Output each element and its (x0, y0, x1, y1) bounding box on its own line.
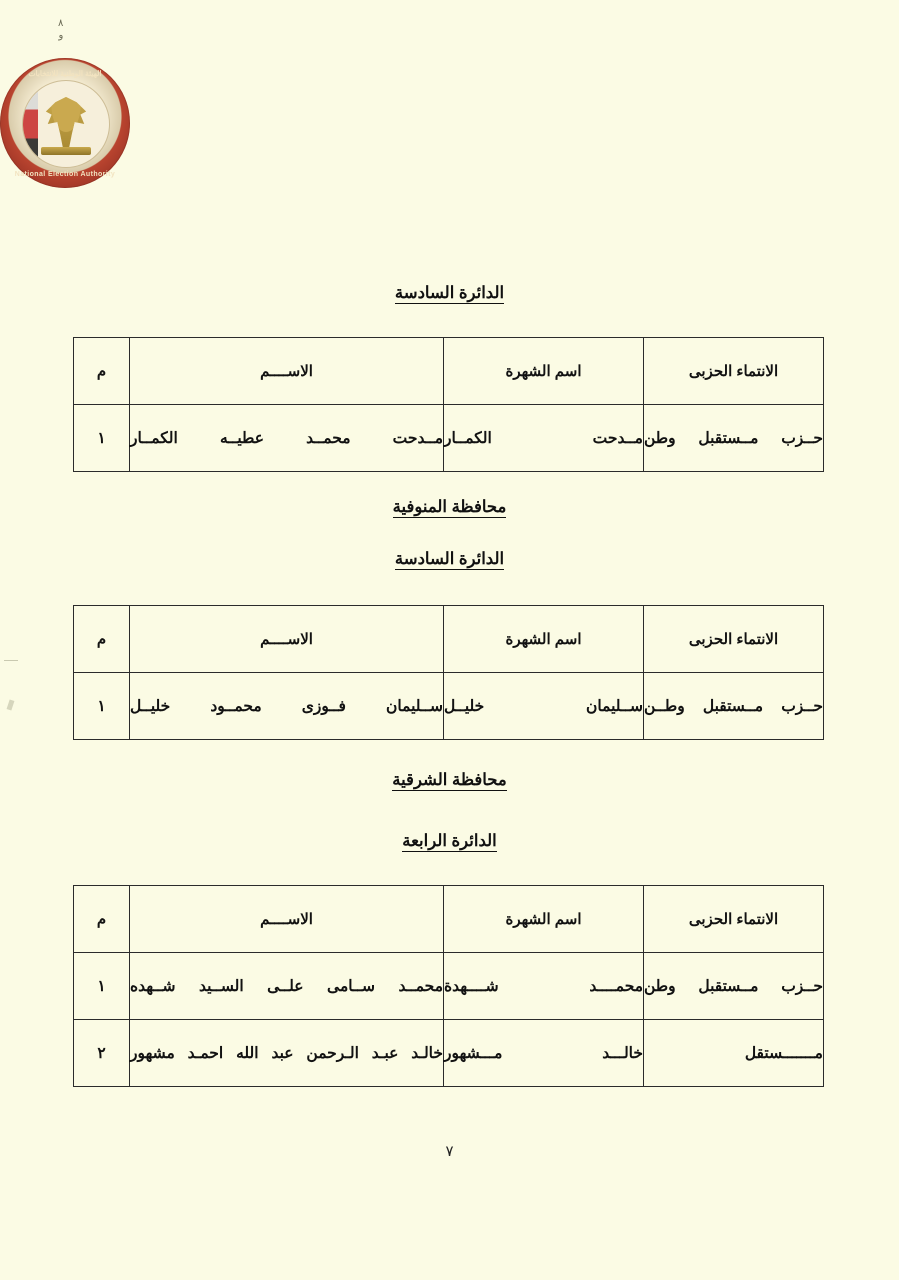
cell-num: ١ (74, 673, 130, 740)
logo-english-text: National Election Authority (14, 171, 116, 178)
cell-num: ٢ (74, 1020, 130, 1087)
column-header-name: الاســــم (130, 338, 444, 405)
national-election-authority-logo (0, 58, 130, 188)
table-row (74, 405, 824, 472)
cell-party: حــزب مــستقبل وطن (644, 405, 824, 472)
table-row (74, 953, 824, 1020)
logo-arabic-text: الهيئة الوطنية للانتخابات (28, 69, 102, 78)
section-heading-district-3 (0, 831, 899, 851)
cell-num: ١ (74, 953, 130, 1020)
column-header-alias: اسم الشهرة (444, 886, 644, 953)
column-header-name: الاســــم (130, 886, 444, 953)
governorate-heading-menoufia (0, 497, 899, 517)
section-heading-district-2 (0, 549, 899, 569)
section-heading-district-3-text: الدائرة الرابعة (402, 832, 497, 850)
column-header-num: م (74, 606, 130, 673)
column-header-num: م (74, 338, 130, 405)
column-header-party: الانتماء الحزبى (644, 338, 824, 405)
logo-inner-disc (22, 80, 110, 168)
logo-base-bar (41, 147, 91, 155)
scan-edge-mark (4, 660, 18, 661)
cell-num: ١ (74, 405, 130, 472)
cell-party: حــزب مــستقبل وطــن (644, 673, 824, 740)
cell-party: مـــــــستقل (644, 1020, 824, 1087)
table-header-row (74, 338, 824, 405)
scan-edge-speck (7, 699, 15, 710)
section-heading-district-2-text: الدائرة السادسة (394, 550, 505, 568)
cell-name: محمــد ســامى علــى الســيد شــهده (130, 953, 444, 1020)
candidates-table-1 (73, 337, 824, 472)
cell-alias: خالـــد مـــشهور (444, 1020, 644, 1087)
column-header-num: م (74, 886, 130, 953)
page-number: ٧ (445, 1144, 454, 1160)
table-header-row (74, 606, 824, 673)
column-header-party: الانتماء الحزبى (644, 886, 824, 953)
table-header-row (74, 886, 824, 953)
cell-alias: محمــــد شــــهدة (444, 953, 644, 1020)
cell-name: مــدحت محمــد عطيــه الكمــار (130, 405, 444, 472)
logo-container (0, 58, 824, 188)
section-heading-district-1-text: الدائرة السادسة (394, 284, 505, 302)
governorate-heading-sharqia-text: محافظة الشرقية (392, 771, 507, 789)
candidates-table-2 (73, 605, 824, 740)
flag-band-icon (23, 81, 38, 167)
candidates-table-3 (73, 885, 824, 1087)
cell-name: ســليمان فــوزى محمــود خليــل (130, 673, 444, 740)
cell-alias: ســليمان خليــل (444, 673, 644, 740)
cell-alias: مــدحت الكمــار (444, 405, 644, 472)
governorate-heading-menoufia-text: محافظة المنوفية (392, 498, 507, 516)
column-header-alias: اسم الشهرة (444, 606, 644, 673)
column-header-party: الانتماء الحزبى (644, 606, 824, 673)
table-row (74, 673, 824, 740)
scan-corner-marks: ٨ و (58, 18, 64, 41)
eagle-icon (42, 97, 90, 149)
cell-party: حــزب مــستقبل وطن (644, 953, 824, 1020)
governorate-heading-sharqia (0, 770, 899, 790)
cell-name: خالـد عبـد الـرحمن عبد الله احمـد مشهور (130, 1020, 444, 1087)
section-heading-district-1 (0, 283, 899, 303)
table-row (74, 1020, 824, 1087)
column-header-name: الاســــم (130, 606, 444, 673)
column-header-alias: اسم الشهرة (444, 338, 644, 405)
